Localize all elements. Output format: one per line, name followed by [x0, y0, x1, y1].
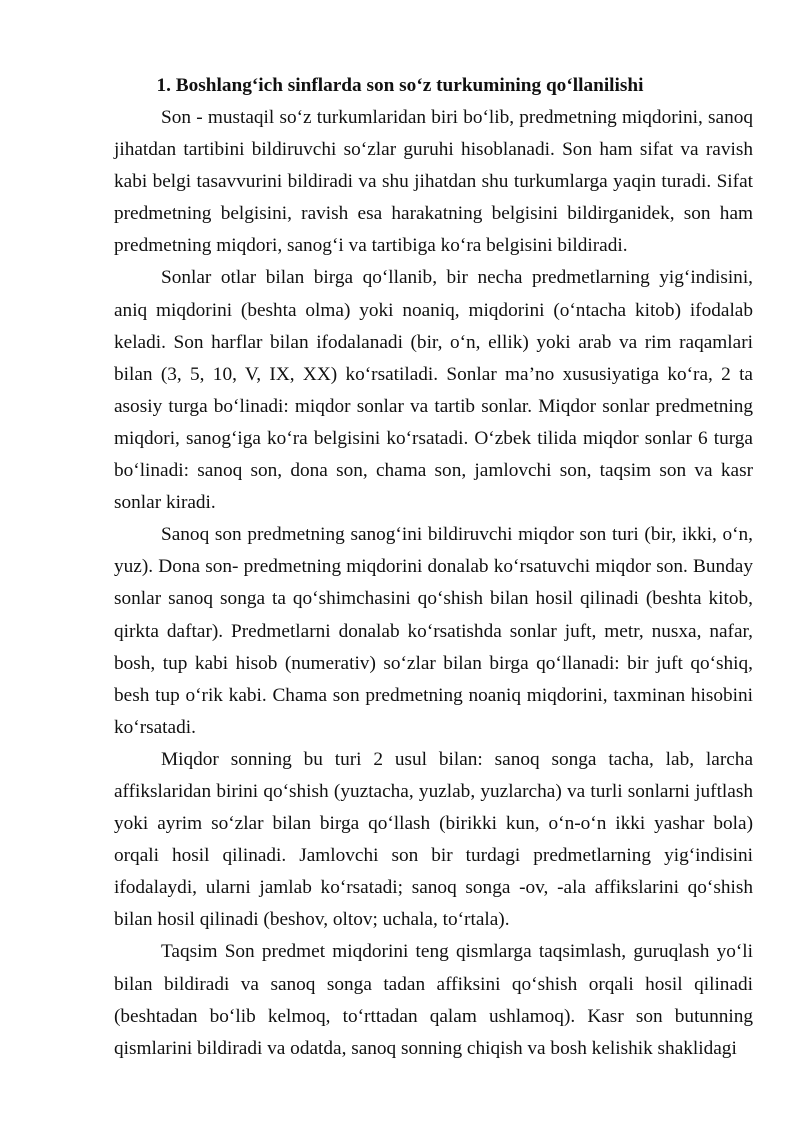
page-title: 1. Boshlang‘ich sinflarda son so‘z turkumining qo‘llanilishi [156, 75, 644, 96]
paragraph-4: Miqdor sonning bu turi 2 usul bilan: sanoq songa tacha, lab, larcha affikslaridan birini qo‘shish (yuztacha, yuzlab, yuzlarcha) va turli sonlarni juftlash yoki ayrim so‘zlar bilan birga qo‘llash (birikki kun, o‘n-o‘n ikki yashar bola) orqali hosil qilinadi. Jamlovchi son bir turdagi predmetlarning yig‘indisini ifodalaydi, ularni jamlab ko‘rsatadi; sanoq songa -ov, -ala affikslarini qo‘shish bilan hosil qilinadi (beshov, oltov; uchala, to‘rtala). [114, 748, 753, 931]
paragraph-2: Sonlar otlar bilan birga qo‘llanib, bir necha predmetlarning yig‘indisini, aniq miqdorini (beshta olma) yoki noaniq, miqdorini (o‘ntacha kitob) ifodalab keladi. Son harflar bilan ifodalanadi (bir, o‘n, ellik) yoki arab va rim raqamlari bilan (3, 5, 10, V, IX, XX) ko‘rsatiladi. Sonlar ma’no xususiyatiga ko‘ra, 2 ta asosiy turga bo‘linadi: miqdor sonlar va tartib sonlar. Miqdor sonlar predmetning miqdori, sanog‘iga ko‘ra belgisini ko‘rsatadi. O‘zbek tilida miqdor sonlar 6 turga bo‘linadi: sanoq son, dona son, chama son, jamlovchi son, taqsim son va kasr sonlar kiradi. [114, 267, 753, 514]
paragraph-1: Son - mustaqil so‘z turkumlaridan biri bo‘lib, predmetning miqdorini, sanoq jihatdan tartibini bildiruvchi so‘zlar guruhi hisoblanadi. Son ham sifat va ravish kabi belgi tasavvurini bildiradi va shu jihatdan shu turkumlarga yaqin turadi. Sifat predmetning belgisini, ravish esa harakatning belgisini bildirganidek, son ham predmetning miqdori, sanog‘i va tartibiga ko‘ra belgisini bildiradi. [114, 107, 753, 257]
paragraph-3: Sanoq son predmetning sanog‘ini bildiruvchi miqdor son turi (bir, ikki, o‘n, yuz). Dona son- predmetning miqdorini donalab ko‘rsatuvchi miqdor son. Bunday sonlar sanoq songa ta qo‘shimchasini qo‘shish bilan hosil qilinadi (beshta kitob, qirkta daftar). Predmetlarni donalab ko‘rsatishda sonlar juft, metr, nusxa, nafar, bosh, tup kabi hisob (numerativ) so‘zlar bilan birga qo‘llanadi: bir juft qo‘shiq, besh tup o‘rik kabi. Chama son predmetning noaniq miqdorini, taxminan hisobini ko‘rsatadi. [114, 524, 753, 738]
paragraph-5: Taqsim Son predmet miqdorini teng qismlarga taqsimlash, guruqlash yo‘li bilan bildiradi va sanoq songa tadan affiksini qo‘shish orqali hosil qilinadi (beshtadan bo‘lib kelmoq, to‘rttadan qalam ushlamoq). Kasr son butunning qismlarini bildiradi va odatda, sanoq sonning chiqish va bosh kelishik shaklidagi [114, 941, 753, 1059]
document-body [114, 102, 753, 1065]
